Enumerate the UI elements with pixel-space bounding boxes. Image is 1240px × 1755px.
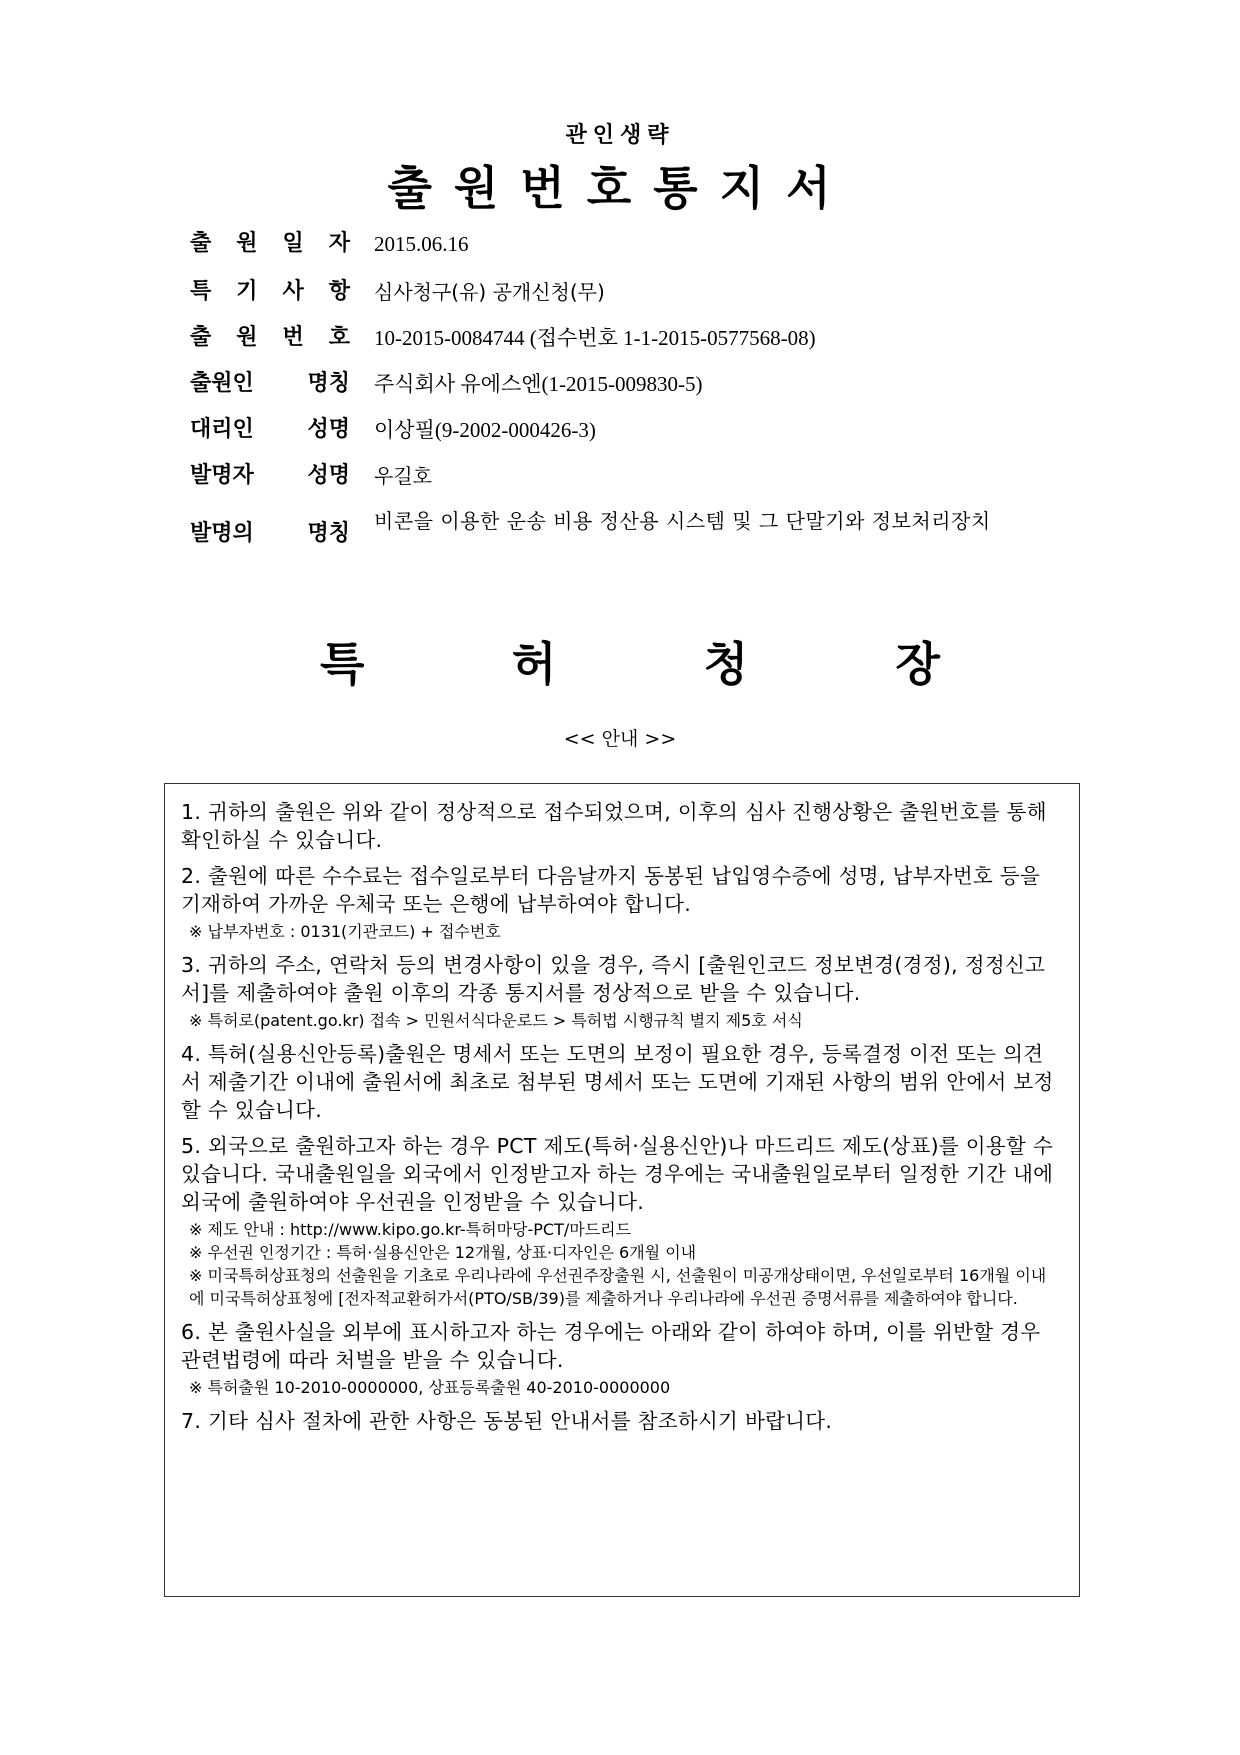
special-notes-value: 심사청구(유) 공개신청(무) [374, 280, 605, 304]
application-number-value: 10-2015-0084744 (접수번호 1-1-2015-0577568-08) [374, 326, 816, 350]
commissioner-char: 청 [703, 637, 749, 691]
notice-note-6: ※ 특허출원 10-2010-0000000, 상표등록출원 40-2010-0000000 [189, 1378, 671, 1397]
agent-value: 이상필(9-2002-000426-3) [374, 418, 596, 442]
notice-item-1: 1. 귀하의 출원은 위와 같이 정상적으로 접수되었으며, 이후의 심사 진행상황은 출원번호를 통해 확인하실 수 있습니다. [181, 800, 1047, 852]
info-label: 대리인 성명 [190, 417, 350, 442]
notice-item-7: 7. 기타 심사 절차에 관한 사항은 동봉된 안내서를 참조하시기 바랍니다. [181, 1409, 833, 1433]
notice-item-2: 2. 출원에 따른 수수료는 접수일로부터 다음날까지 동봉된 납입영수증에 성명, 납부자번호 등을 기재하여 가까운 우체국 또는 은행에 납부하여야 합니다. [181, 864, 1041, 916]
application-info-table [190, 230, 1070, 566]
notice-item-6: 6. 본 출원사실을 외부에 표시하고자 하는 경우에는 아래와 같이 하여야 하며, 이를 위반할 경우 관련법령에 따라 처벌을 받을 수 있습니다. [181, 1320, 1041, 1372]
notice-note-5b: ※ 우선권 인정기간 : 특허·실용신안은 12개월, 상표·디자인은 6개월 이내 [189, 1243, 697, 1262]
info-row-applicant [190, 370, 1070, 398]
commissioner-signature [320, 628, 940, 694]
applicant-value: 주식회사 유에스엔(1-2015-009830-5) [374, 372, 703, 396]
info-row-invention-title [190, 508, 1070, 548]
notice-box [164, 783, 1080, 1597]
notice-note-3: ※ 특허로(patent.go.kr) 접속 > 민원서식다운로드 > 특허법 시행규칙 별지 제5호 서식 [189, 1011, 803, 1030]
info-row-inventor [190, 462, 1070, 490]
notice-item-5: 5. 외국으로 출원하고자 하는 경우 PCT 제도(특허·실용신안)나 마드리드 제도(상표)를 이용할 수 있습니다. 국내출원일을 외국에서 인정받고자 하는 경우에는 국내출원일로부터 일정한 기간 내에 외국에 출원하여야 우선권을 인정받을 수 있습니다. [181, 1134, 1054, 1214]
commissioner-char: 특 [320, 637, 365, 691]
invention-title-value: 비콘을 이용한 운송 비용 정산용 시스템 및 그 단말기와 정보처리장치 [374, 509, 991, 533]
info-label: 발명의 명칭 [190, 521, 350, 546]
page-title: 출원번호통지서 [387, 161, 853, 215]
notice-note-5c: ※ 미국특허상표청의 선출원을 기초로 우리나라에 우선권주장출원 시, 선출원이 미공개상태이면, 우선일로부터 16개월 이내에 미국특허상표청에 [전자적교환허가서(PTO/SB/39)를 제출하거나 우리나라에 우선권 증명서류를 제출하여야 합니다. [189, 1266, 1047, 1308]
notice-item-4: 4. 특허(실용신안등록)출원은 명세서 또는 도면의 보정이 필요한 경우, 등록결정 이전 또는 의견서 제출기간 이내에 출원서에 최초로 첨부된 명세서 또는 도면에 기재된 사항의 범위 안에서 보정할 수 있습니다. [181, 1042, 1054, 1122]
info-row-agent [190, 416, 1070, 444]
notice-note-2: ※ 납부자번호 : 0131(기관코드) + 접수번호 [189, 922, 501, 941]
info-label: 출 원 일 자 [190, 231, 350, 256]
notice-note-5a: ※ 제도 안내 : http://www.kipo.go.kr-특허마당-PCT/마드리드 [189, 1220, 632, 1239]
info-label: 출원인 명칭 [190, 371, 350, 396]
seal-omission-label: 관인생략 [565, 123, 675, 148]
inventor-value: 우길호 [374, 464, 432, 488]
info-row-application-number [190, 324, 1070, 352]
info-label: 발명자 성명 [190, 463, 350, 488]
info-row-special-notes [190, 278, 1070, 306]
info-row-filing-date [190, 230, 1070, 258]
info-label: 특 기 사 항 [190, 279, 350, 304]
guide-heading: << 안내 >> [563, 728, 677, 750]
notice-item-3: 3. 귀하의 주소, 연락처 등의 변경사항이 있을 경우, 즉시 [출원인코드 정보변경(경정), 정정신고서]를 제출하여야 출원 이후의 각종 통지서를 정상적으로 받을 수 있습니다. [181, 953, 1046, 1005]
commissioner-char: 장 [895, 637, 940, 691]
info-label: 출 원 번 호 [190, 325, 350, 350]
commissioner-char: 허 [511, 637, 557, 691]
filing-date-value: 2015.06.16 [374, 232, 469, 256]
